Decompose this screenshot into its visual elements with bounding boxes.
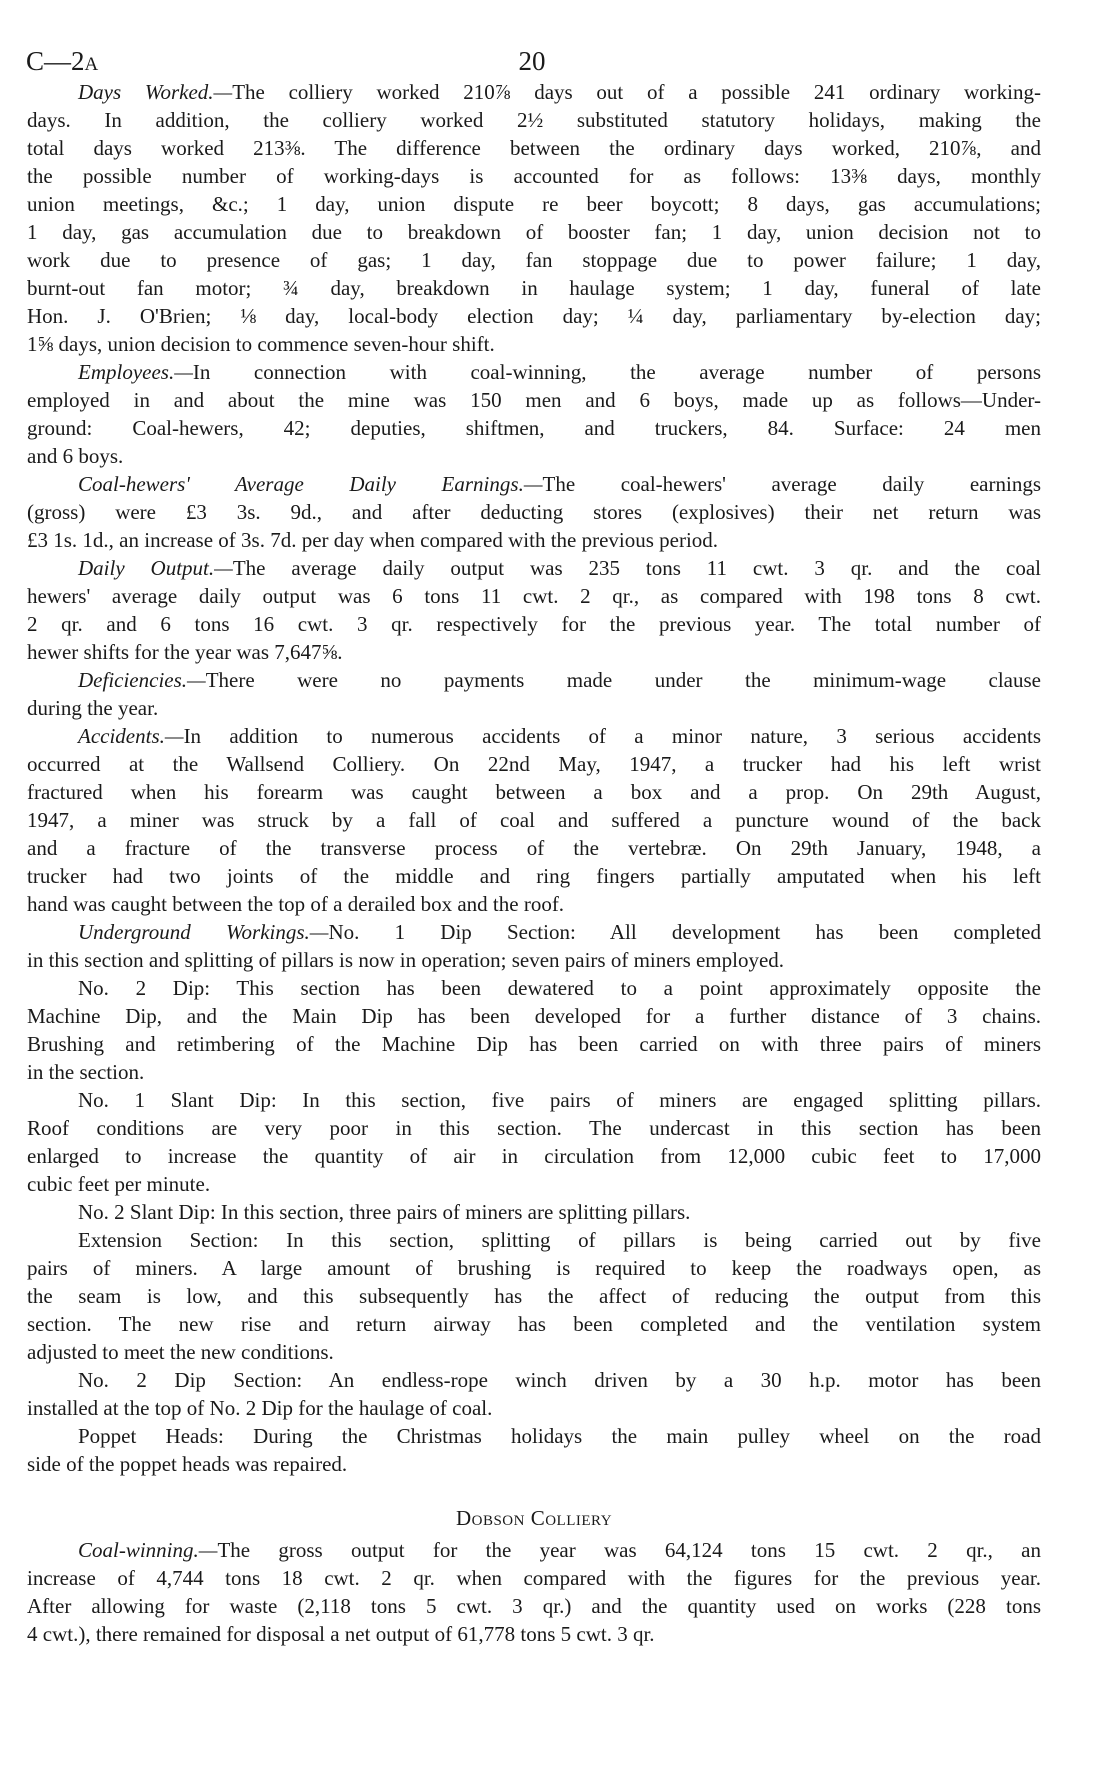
line-text: in the section. (27, 1060, 145, 1084)
line-text: 1947, a miner was struck by a fall of coal and suffered a puncture wound of the back (27, 808, 1041, 832)
text-line (27, 442, 1041, 470)
line-text: and a fracture of the transverse process of the vertebræ. On 29th January, 1948, a (27, 836, 1041, 860)
text-line (27, 386, 1041, 414)
line-text: union meetings, &c.; 1 day, union dispute re beer boycott; 8 days, gas accumulations; (27, 192, 1041, 216)
line-text: in this section and splitting of pillars is now in operation; seven pairs of miners employed. (27, 948, 785, 972)
line-text: No. 2 Slant Dip: In this section, three pairs of miners are splitting pillars. (78, 1200, 691, 1224)
line-text: Roof conditions are very poor in this section. The undercast in this section has been (27, 1116, 1041, 1140)
text-line (27, 1198, 1041, 1226)
text-line (27, 1030, 1041, 1058)
text-line (27, 218, 1041, 246)
paragraph-lead: Days Worked.— (78, 80, 233, 104)
text-line (27, 862, 1041, 890)
paragraph-lead: Deficiencies.— (78, 668, 206, 692)
line-text: hewer shifts for the year was 7,647⅝. (27, 640, 343, 664)
paragraph (27, 1086, 1041, 1198)
paragraph (27, 78, 1041, 358)
text-line (27, 806, 1041, 834)
text-line (27, 1310, 1041, 1338)
paragraph-lead: Coal-winning.— (78, 1538, 218, 1562)
paragraph (27, 470, 1041, 554)
paragraph (27, 1366, 1041, 1422)
section-heading: Dobson Colliery (455, 1506, 613, 1530)
text-line (27, 274, 1041, 302)
text-line (27, 666, 1041, 694)
text-line (27, 78, 1041, 106)
text-line (27, 1422, 1041, 1450)
line-text: 1⅝ days, union decision to commence seven-hour shift. (27, 332, 495, 356)
line-text: during the year. (27, 696, 159, 720)
line-text: £3 1s. 1d., an increase of 3s. 7d. per day when compared with the previous period. (27, 528, 719, 552)
line-text: trucker had two joints of the middle and ring fingers partially amputated when his left (27, 864, 1041, 888)
text-line (27, 1002, 1041, 1030)
paragraph (27, 1422, 1041, 1478)
line-text: installed at the top of No. 2 Dip for the haulage of coal. (27, 1396, 493, 1420)
text-line (27, 750, 1041, 778)
paragraph (27, 918, 1041, 974)
text-line (27, 1338, 1041, 1366)
text-line (27, 190, 1041, 218)
line-text: 4 cwt.), there remained for disposal a net output of 61,778 tons 5 cwt. 3 qr. (27, 1622, 655, 1646)
line-text: burnt-out fan motor; ¾ day, breakdown in haulage system; 1 day, funeral of late (27, 276, 1041, 300)
text-line (27, 1394, 1041, 1422)
text-line (27, 1086, 1041, 1114)
text-line (27, 638, 1041, 666)
text-line (27, 330, 1041, 358)
text-line (27, 414, 1041, 442)
text-line (27, 890, 1041, 918)
text-line (27, 358, 1041, 386)
line-text: No. 1 Dip Section: All development has been completed (328, 920, 1042, 944)
line-text: After allowing for waste (2,118 tons 5 cwt. 3 qr.) and the quantity used on works (228 tons (27, 1594, 1041, 1618)
text-line (27, 974, 1041, 1002)
text-line (27, 778, 1041, 806)
text-line (27, 722, 1041, 750)
text-line (27, 470, 1041, 498)
paragraph (27, 666, 1041, 722)
line-text: The colliery worked 210⅞ days out of a possible 241 ordinary working- (232, 80, 1041, 104)
line-text: cubic feet per minute. (27, 1172, 211, 1196)
paragraph-lead: Employees.— (78, 360, 193, 384)
text-line (27, 554, 1041, 582)
line-text: No. 2 Dip Section: An endless-rope winch driven by a 30 h.p. motor has been (78, 1368, 1041, 1392)
text-line (27, 610, 1041, 638)
paragraph (27, 1226, 1041, 1366)
document-code-main: C—2 (26, 46, 85, 76)
text-line (27, 526, 1041, 554)
line-text: ground: Coal-hewers, 42; deputies, shiftmen, and truckers, 84. Surface: 24 men (27, 416, 1041, 440)
line-text: pairs of miners. A large amount of brushing is required to keep the roadways open, as (27, 1256, 1041, 1280)
line-text: days. In addition, the colliery worked 2½ substituted statutory holidays, making the (27, 108, 1041, 132)
text-line (27, 918, 1041, 946)
paragraph (27, 1198, 1041, 1226)
line-text: Poppet Heads: During the Christmas holidays the main pulley wheel on the road (78, 1424, 1041, 1448)
line-text: and 6 boys. (27, 444, 124, 468)
text-line (27, 106, 1041, 134)
line-text: fractured when his forearm was caught between a box and a prop. On 29th August, (27, 780, 1041, 804)
text-line (27, 1058, 1041, 1086)
text-line (27, 1226, 1041, 1254)
line-text: occurred at the Wallsend Colliery. On 22nd May, 1947, a trucker had his left wrist (27, 752, 1041, 776)
text-line (27, 1282, 1041, 1310)
text-line (27, 1142, 1041, 1170)
line-text: 1 day, gas accumulation due to breakdown of booster fan; 1 day, union decision not to (27, 220, 1041, 244)
line-text: The coal-hewers' average daily earnings (542, 472, 1041, 496)
text-line (27, 834, 1041, 862)
line-text: Hon. J. O'Brien; ⅛ day, local-body election day; ¼ day, parliamentary by-election day; (27, 304, 1041, 328)
text-line (27, 1366, 1041, 1394)
line-text: (gross) were £3 3s. 9d., and after deducting stores (explosives) their net return was (27, 500, 1041, 524)
paragraph (27, 974, 1041, 1086)
line-text: work due to presence of gas; 1 day, fan stoppage due to power failure; 1 day, (27, 248, 1041, 272)
line-text: 2 qr. and 6 tons 16 cwt. 3 qr. respectively for the previous year. The total number of (27, 612, 1041, 636)
line-text: enlarged to increase the quantity of air in circulation from 12,000 cubic feet to 17,000 (27, 1144, 1041, 1168)
line-text: employed in and about the mine was 150 men and 6 boys, made up as follows—Under- (27, 388, 1041, 412)
paragraph (27, 358, 1041, 470)
text-line (27, 946, 1041, 974)
line-text: side of the poppet heads was repaired. (27, 1452, 348, 1476)
line-text: increase of 4,744 tons 18 cwt. 2 qr. when compared with the figures for the previous year. (27, 1566, 1041, 1590)
paragraph (27, 554, 1041, 666)
line-text: No. 2 Dip: This section has been dewatered to a point approximately opposite the (78, 976, 1041, 1000)
paragraph-lead: Accidents.— (78, 724, 184, 748)
line-text: hand was caught between the top of a derailed box and the roof. (27, 892, 565, 916)
paragraph-lead: Daily Output.— (78, 556, 233, 580)
text-line (27, 302, 1041, 330)
line-text: the possible number of working-days is accounted for as follows: 13⅜ days, monthly (27, 164, 1041, 188)
line-text: total days worked 213⅜. The difference between the ordinary days worked, 210⅞, and (27, 136, 1041, 160)
line-text: In addition to numerous accidents of a minor nature, 3 serious accidents (183, 724, 1041, 748)
text-line (27, 1620, 1041, 1648)
line-text: section. The new rise and return airway has been completed and the ventilation system (27, 1312, 1041, 1336)
line-text: adjusted to meet the new conditions. (27, 1340, 334, 1364)
line-text: the seam is low, and this subsequently has the affect of reducing the output from this (27, 1284, 1041, 1308)
paragraph (27, 1536, 1041, 1648)
text-line (27, 1536, 1041, 1564)
line-text: hewers' average daily output was 6 tons 11 cwt. 2 qr., as compared with 198 tons 8 cwt. (27, 584, 1041, 608)
text-line (27, 498, 1041, 526)
paragraph-lead: Coal-hewers' Average Daily Earnings.— (78, 472, 543, 496)
page-number: 20 (518, 46, 546, 76)
line-text: The average daily output was 235 tons 11 cwt. 3 qr. and the coal (232, 556, 1041, 580)
text-line (27, 1450, 1041, 1478)
paragraph (27, 722, 1041, 918)
line-text: There were no payments made under the minimum-wage clause (205, 668, 1041, 692)
line-text: No. 1 Slant Dip: In this section, five pairs of miners are engaged splitting pillars. (78, 1088, 1041, 1112)
text-line (27, 1564, 1041, 1592)
line-text: Machine Dip, and the Main Dip has been developed for a further distance of 3 chains. (27, 1004, 1041, 1028)
document-body (27, 78, 1041, 1648)
line-text: In connection with coal-winning, the average number of persons (192, 360, 1041, 384)
text-line (27, 582, 1041, 610)
line-text: Brushing and retimbering of the Machine Dip has been carried on with three pairs of miners (27, 1032, 1041, 1056)
line-text: The gross output for the year was 64,124 tons 15 cwt. 2 qr., an (217, 1538, 1041, 1562)
text-line (27, 1592, 1041, 1620)
text-line (27, 694, 1041, 722)
text-line (27, 1114, 1041, 1142)
document-code-suffix: A (84, 54, 99, 75)
text-line (27, 162, 1041, 190)
text-line (27, 134, 1041, 162)
line-text: Extension Section: In this section, splitting of pillars is being carried out by five (78, 1228, 1041, 1252)
text-line (27, 246, 1041, 274)
paragraph-lead: Underground Workings.— (78, 920, 329, 944)
text-line (27, 1254, 1041, 1282)
text-line (27, 1170, 1041, 1198)
